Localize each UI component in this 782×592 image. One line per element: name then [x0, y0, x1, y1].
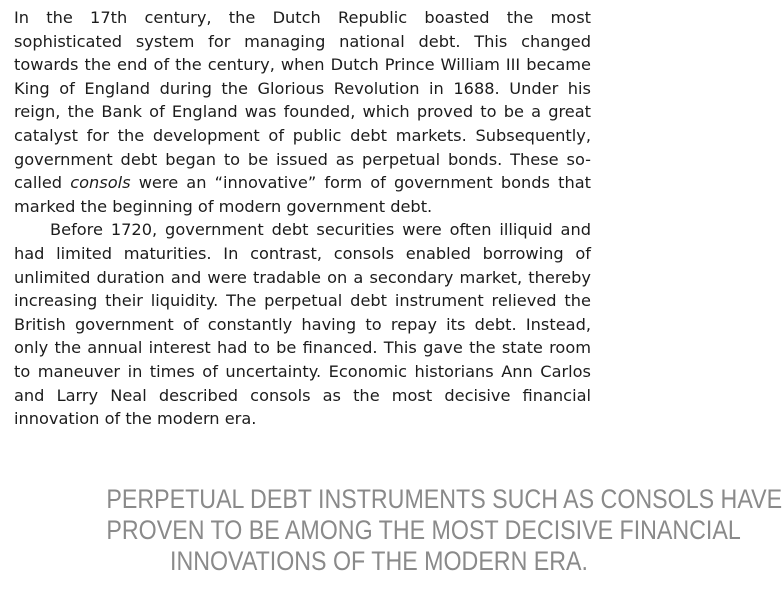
pull-quote-line-2: PROVEN TO BE AMONG THE MOST DECISIVE FINANCIAL — [106, 515, 741, 545]
paragraph-1 — [14, 6, 591, 218]
consols-italic-term: consols — [70, 173, 131, 193]
pull-quote-line-3: INNOVATIONS OF THE MODERN ERA. — [169, 546, 588, 576]
pull-quote-line-1: PERPETUAL DEBT INSTRUMENTS SUCH AS CONSOLS HAVE — [106, 484, 782, 514]
paragraph-1-text-end: were an “innovative” form of government bonds that marked the beginning of modern government debt. — [14, 173, 591, 216]
paragraph-1-text-start: In the 17th century, the Dutch Republic boasted the most sophisticated system for managing national debt. This changed towards the end of the century, when Dutch Prince William III became King of England during the Glorious Revolution in 1688. Under his reign, the Bank of England was founded, which proved to be a great catalyst for the development of public debt markets. Subsequently, government debt began to be issued as perpetual bonds. These so-called — [14, 8, 591, 193]
paragraph-2: Before 1720, government debt securities were often illiquid and had limited maturities. In contrast, consols enabled borrowing of unlimited duration and were tradable on a secondary market, thereby increasing their liquidity. The perpetual debt instrument relieved the British government of constantly having to repay its debt. Instead, only the annual interest had to be financed. This gave the state room to maneuver in times of uncertainty. Economic historians Ann Carlos and Larry Neal described consols as the most decisive financial innovation of the modern era. — [14, 220, 591, 429]
article-body — [14, 6, 591, 431]
pull-quote — [106, 484, 782, 577]
